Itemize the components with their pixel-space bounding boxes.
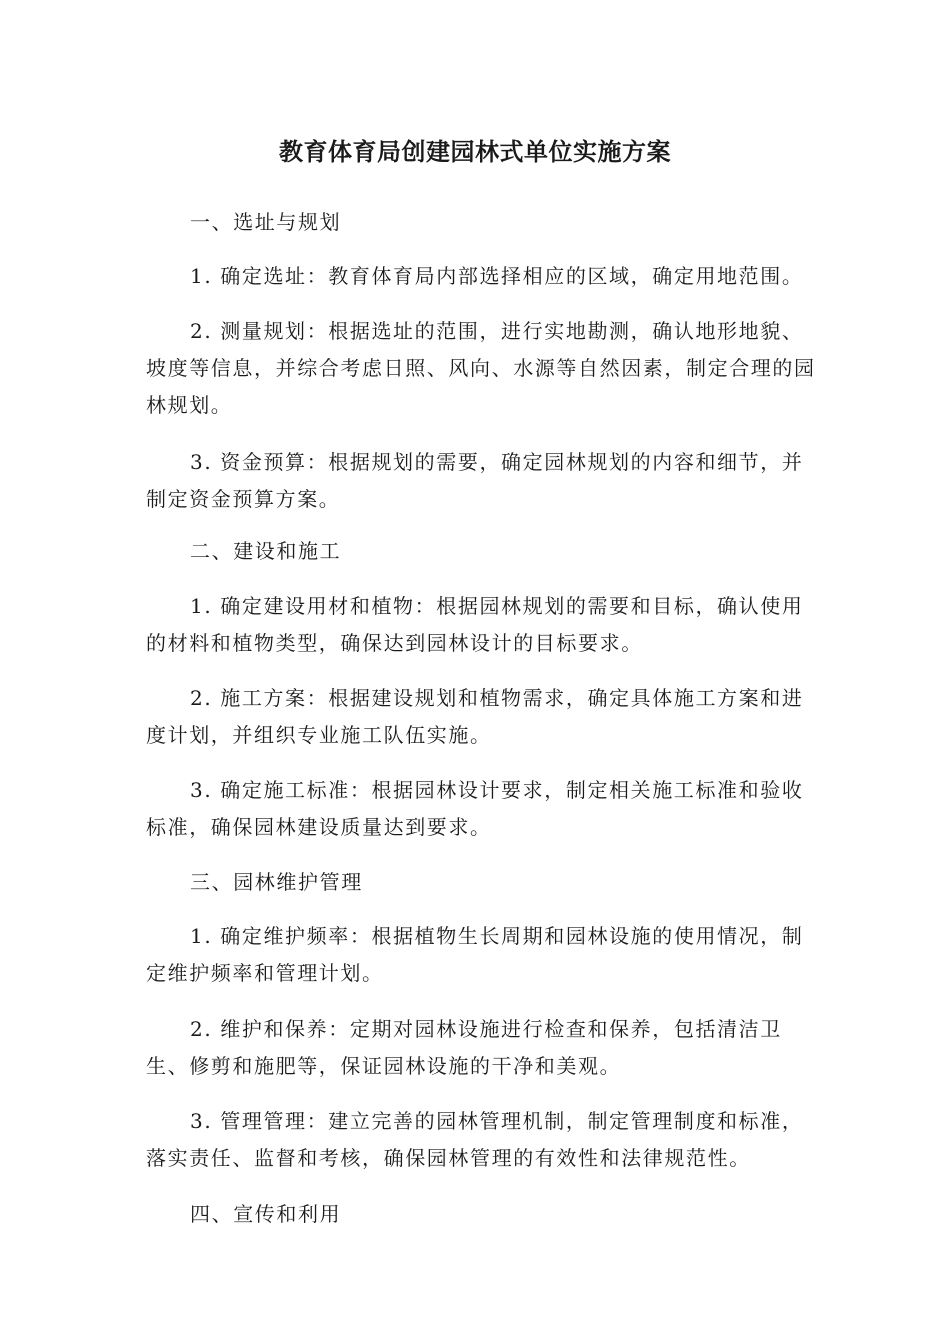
section-heading-3: 三、园林维护管理: [190, 870, 363, 894]
section-1-item-2: 2. 测量规划：根据选址的范围，进行实地勘测，确认地形地貌、坡度等信息，并综合考虑日照、风向、水源等自然因素，制定合理的园林规划。: [146, 319, 816, 417]
section-3-item-2: 2. 维护和保养：定期对园林设施进行检查和保养，包括清洁卫生、修剪和施肥等，保证园林设施的干净和美观。: [146, 1017, 782, 1078]
section-3-item-1: 1. 确定维护频率：根据植物生长周期和园林设施的使用情况，制定维护频率和管理计划。: [146, 924, 804, 985]
section-1-item-1: 1. 确定选址：教育体育局内部选择相应的区域，确定用地范围。: [190, 264, 804, 288]
section-heading-4: 四、宣传和利用: [190, 1202, 342, 1226]
document-title: 教育体育局创建园林式单位实施方案: [279, 138, 671, 166]
section-1-item-3: 3. 资金预算：根据规划的需要，确定园林规划的内容和细节，并制定资金预算方案。: [146, 450, 804, 511]
section-2-item-3: 3. 确定施工标准：根据园林设计要求，制定相关施工标准和验收标准，确保园林建设质量达到要求。: [146, 778, 804, 839]
section-2-item-2: 2. 施工方案：根据建设规划和植物需求，确定具体施工方案和进度计划，并组织专业施工队伍实施。: [146, 686, 804, 747]
section-2-item-1: 1. 确定建设用材和植物：根据园林规划的需要和目标，确认使用的材料和植物类型，确保达到园林设计的目标要求。: [146, 594, 804, 655]
section-3-item-3: 3. 管理管理：建立完善的园林管理机制，制定管理制度和标准，落实责任、监督和考核，确保园林管理的有效性和法律规范性。: [146, 1109, 804, 1170]
section-heading-1: 一、选址与规划: [190, 210, 342, 234]
section-heading-2: 二、建设和施工: [190, 539, 342, 563]
